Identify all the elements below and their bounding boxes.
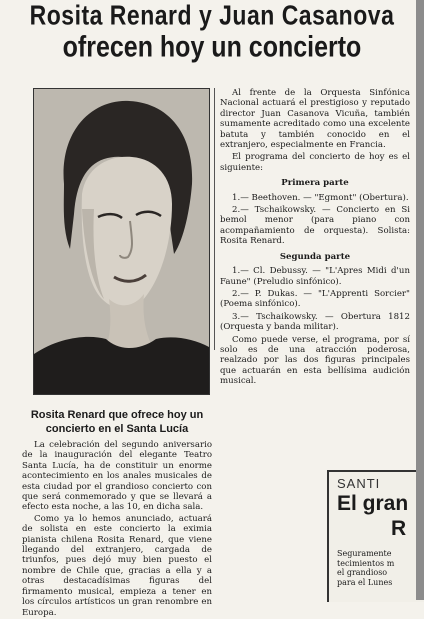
program-item: 1.— Beethoven. — "Egmont" (Obertura). [232,192,409,203]
portrait-photo [33,88,210,395]
adjacent-kicker: SANTI [337,476,381,491]
text-line: para el Lunes [337,577,393,587]
scan-edge [416,0,424,600]
photo-caption: Rosita Renard que ofrece hoy un concierto en el Santa Lucía [30,409,204,435]
section-title: Primera parte [281,178,349,189]
article-body-left [22,440,212,619]
program-item: 3.— Tschaikowsky. — Obertura 1812 (Orquesta y banda militar). [220,311,410,333]
adjacent-text [329,541,424,587]
program-item: 2.— Tschaikowsky. — Concierto en Si bemol menor (para piano con acompañamiento de orquesta). Solista: Rosita Renard. [220,205,410,247]
paragraph: Como ya lo hemos anunciado, actuará de solista en este concierto la eximia pianista chilena Rosita Renard, que viene llegando del extranjero, cargada de triunfos, pues dejó muy bien puesto el nombre de Chile que, gracias a ella y a otras destacadísimas figuras del firmamento musical, empieza a tener en los círculos artísticos un gran renombre en Europa. [22,513,212,618]
program-item: 2.— P. Dukas. — "L'Apprenti Sorcier" (Poema sinfónico). [220,288,410,310]
portrait-illustration [34,89,209,394]
adjacent-article-fragment [327,470,424,602]
section-title: Segunda parte [279,251,351,262]
adjacent-headline-2: R [391,517,407,540]
adjacent-headline-1: El gran [337,492,409,515]
article-body-right [220,88,410,389]
text-line: Seguramente [337,549,392,558]
column-divider [214,88,215,350]
paragraph: La celebración del segundo aniversario de la inauguración del elegante Teatro Santa Lucía, ha de constituir un enorme acontecimiento en los anales musicales de esta ciudad por el grandioso concierto con que será conmemorado y que se llevará a efecto esta noche, a las 10, en dicha sala. [22,440,212,513]
text-line: tecimientos m [337,558,395,568]
program-item: 1.— Cl. Debussy. — "L'Apres Midi d'un Faune" (Preludio sinfónico). [220,266,410,287]
headline-line-1: Rosita Renard y Juan Casanova [29,0,395,31]
headline-line-2: ofrecen hoy un concierto [62,30,362,64]
headline [0,0,424,64]
paragraph: Al frente de la Orquesta Sinfónica Nacional actuará el prestigioso y reputado director Juan Casanova Vicuña, también sumamente acreditado como una excelente batuta y también conocido en el extranjero, especialmente en Francia. [220,88,410,151]
paragraph: Como puede verse, el programa, por sí solo es de una atracción poderosa, realzado por las dos figuras principales que actuarán en esta bellísima audición musical. [220,334,410,387]
text-line: el grandioso [337,568,388,577]
paragraph: El programa del concierto de hoy es el siguiente: [220,152,410,173]
